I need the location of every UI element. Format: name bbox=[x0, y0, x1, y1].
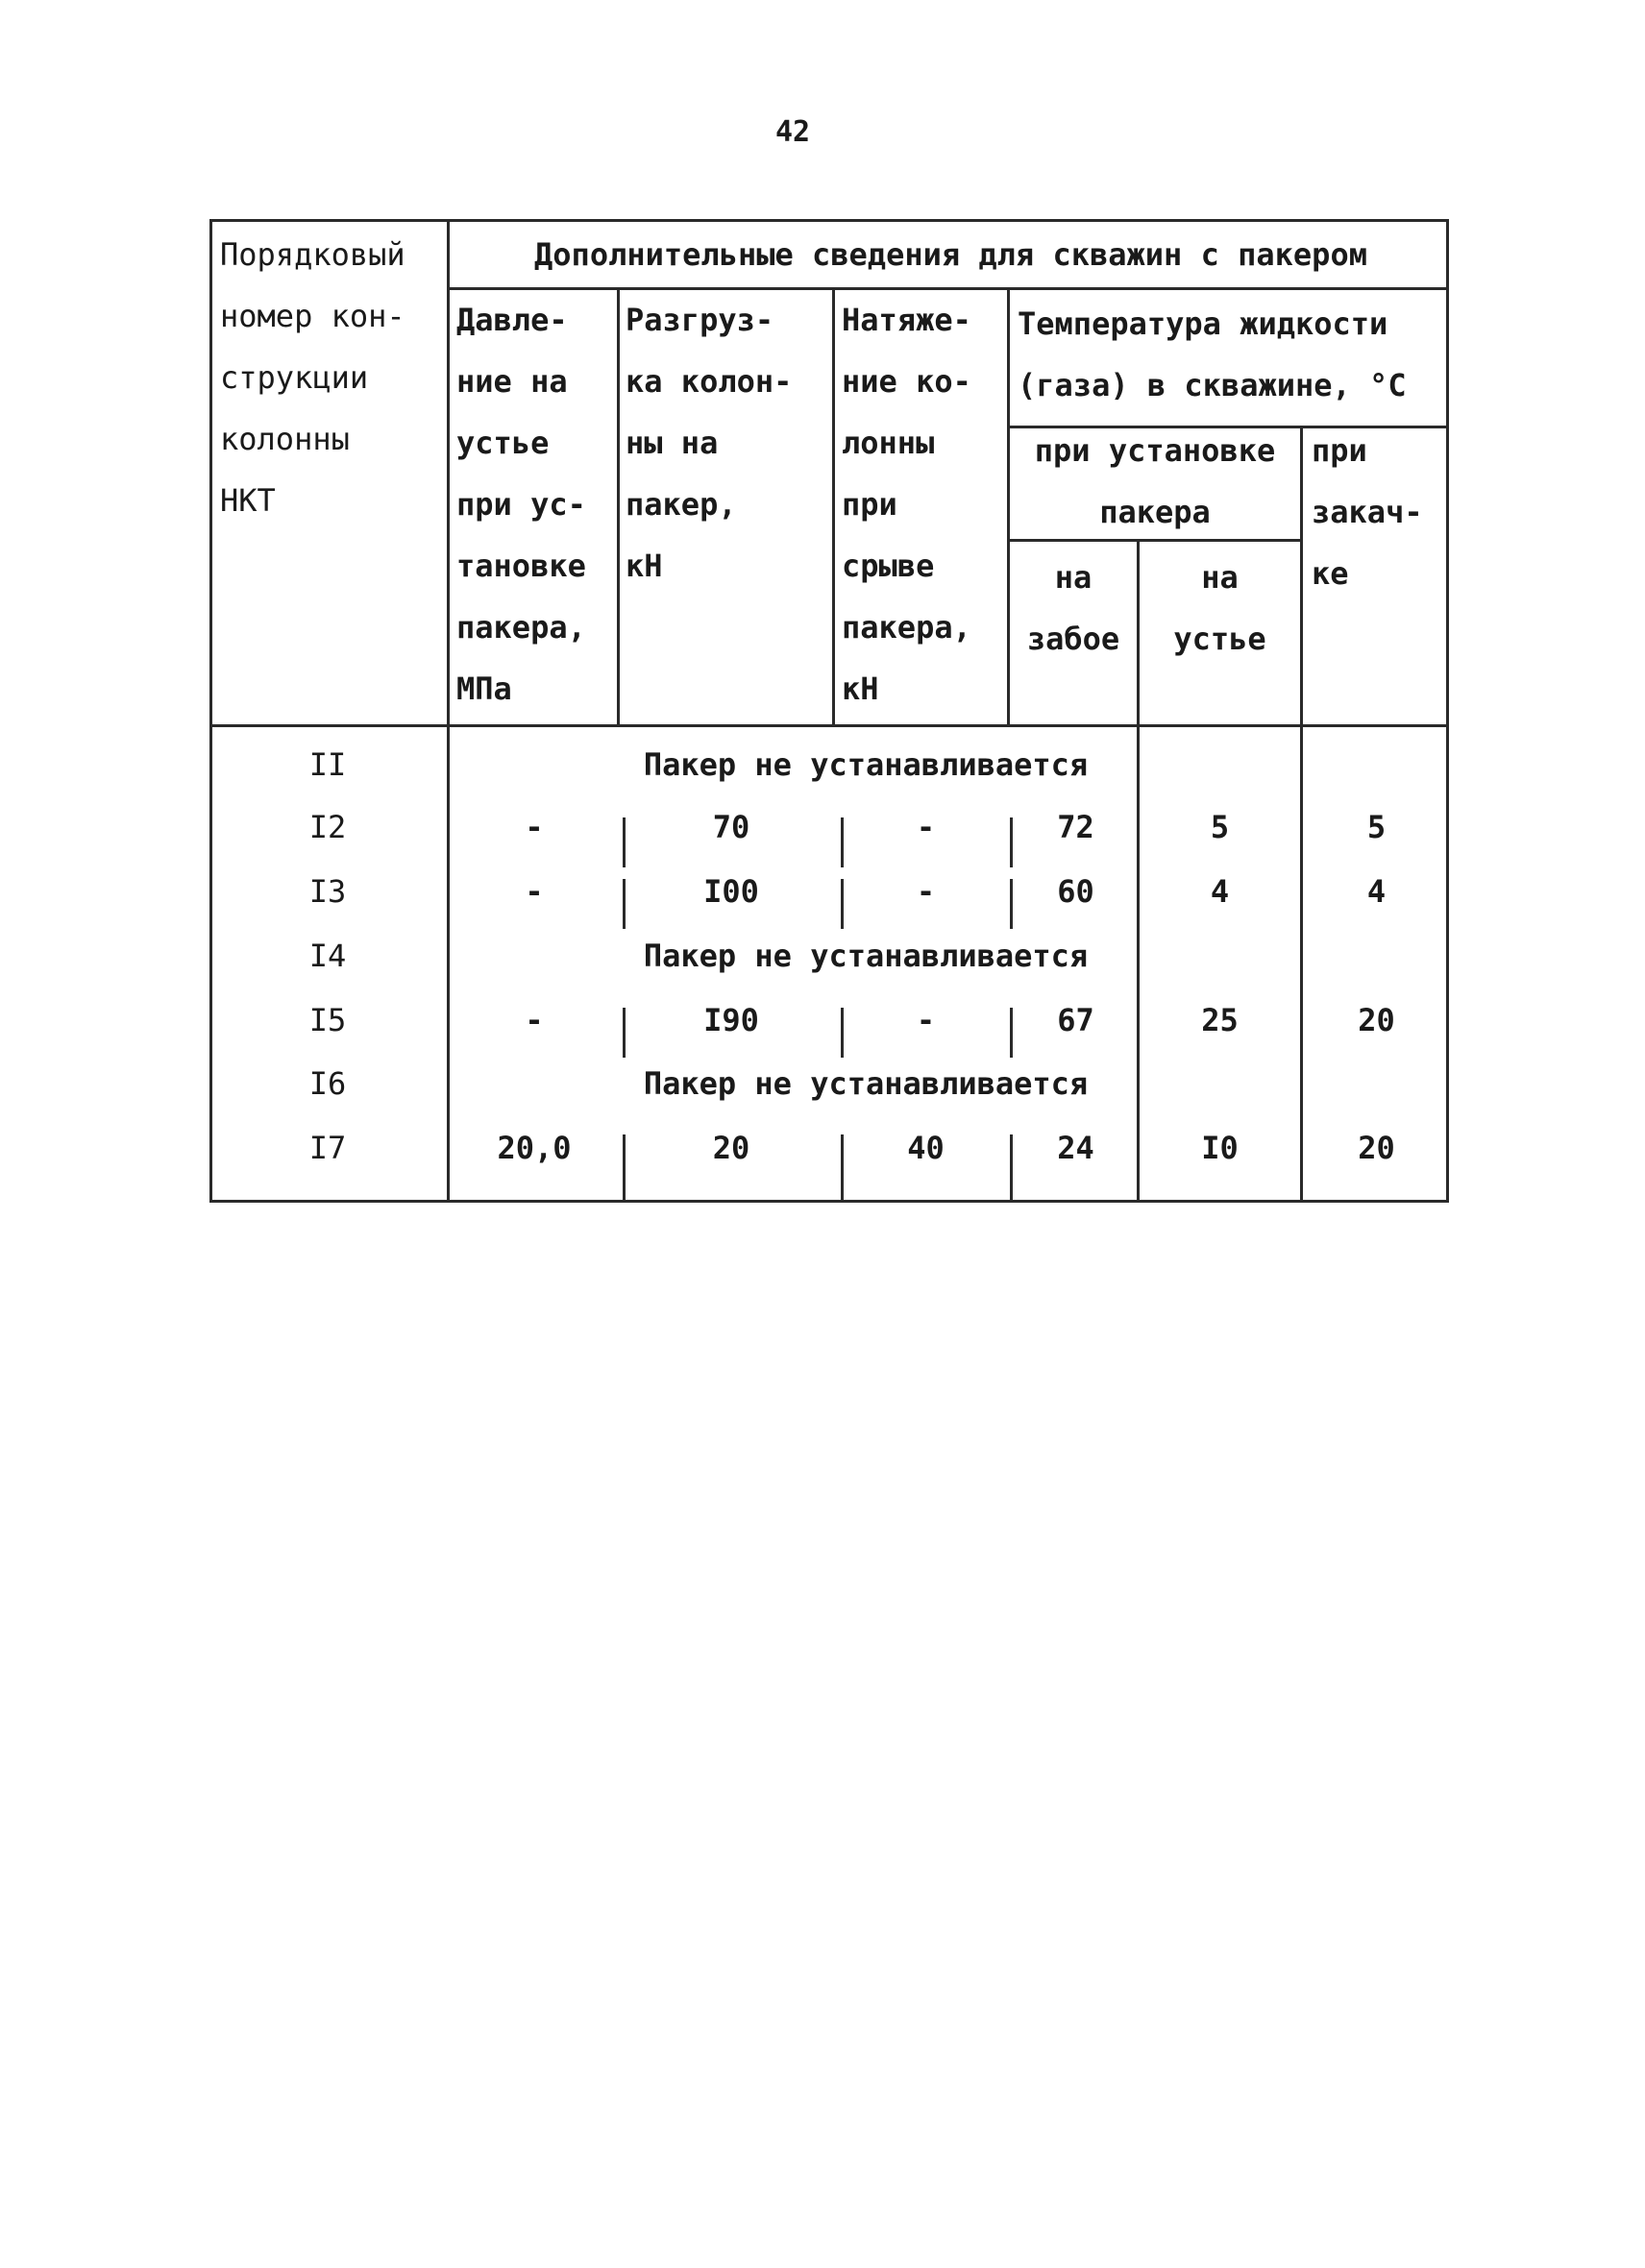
cell-t-inject: 5 bbox=[1366, 809, 1387, 845]
header-unload: Разгруз- ка колон- ны на пакер, кН bbox=[626, 302, 793, 584]
cell-unload: I90 bbox=[703, 1002, 759, 1038]
header-at-install: при установке пакера bbox=[1034, 432, 1276, 530]
grid-line bbox=[841, 1134, 844, 1203]
row-id: I6 bbox=[308, 1065, 347, 1102]
cell-tension: - bbox=[916, 809, 936, 845]
row-id: I3 bbox=[308, 873, 347, 910]
cell-pressure: - bbox=[525, 1002, 544, 1038]
cell-pressure: - bbox=[525, 873, 544, 910]
cell-t-mouth: 4 bbox=[1210, 873, 1230, 910]
no-packer-note: Пакер не устанавливается bbox=[643, 1065, 1089, 1102]
grid-line bbox=[212, 724, 1449, 727]
grid-line bbox=[447, 222, 450, 1203]
cell-t-mouth: I0 bbox=[1201, 1130, 1239, 1166]
header-at-bottom: на забое bbox=[1026, 559, 1120, 657]
grid-line bbox=[841, 879, 844, 929]
data-table bbox=[209, 219, 1449, 1203]
grid-line bbox=[1300, 426, 1303, 1203]
cell-t-bottom: 72 bbox=[1057, 809, 1094, 845]
header-at-injection: при закач- ке bbox=[1312, 432, 1423, 592]
grid-line bbox=[617, 287, 620, 724]
cell-unload: 70 bbox=[712, 809, 750, 845]
grid-line bbox=[1010, 1008, 1013, 1058]
row-id: I2 bbox=[308, 809, 347, 845]
row-id: I5 bbox=[308, 1002, 347, 1038]
header-tension: Натяже- ние ко- лонны при срыве пакера, кН bbox=[842, 302, 971, 707]
grid-line bbox=[832, 287, 835, 724]
header-group: Дополнительные сведения для скважин с пакером bbox=[534, 236, 1367, 273]
row-id: II bbox=[308, 746, 347, 783]
cell-t-mouth: 5 bbox=[1210, 809, 1230, 845]
cell-unload: I00 bbox=[703, 873, 759, 910]
row-id: I7 bbox=[308, 1130, 347, 1166]
cell-tension: - bbox=[916, 873, 936, 910]
grid-line bbox=[1010, 817, 1013, 867]
page-number: 42 bbox=[774, 115, 811, 149]
grid-line bbox=[1010, 1134, 1013, 1203]
header-row-number: Порядковый номер кон- струкции колонны НКТ bbox=[220, 236, 405, 519]
cell-t-bottom: 60 bbox=[1057, 873, 1094, 910]
grid-line bbox=[841, 817, 844, 867]
cell-tension: - bbox=[916, 1002, 936, 1038]
row-id: I4 bbox=[308, 938, 347, 974]
cell-pressure: - bbox=[525, 809, 544, 845]
cell-pressure: 20,0 bbox=[497, 1130, 572, 1166]
cell-t-bottom: 24 bbox=[1057, 1130, 1094, 1166]
cell-t-bottom: 67 bbox=[1057, 1002, 1094, 1038]
no-packer-note: Пакер не устанавливается bbox=[643, 938, 1089, 974]
header-pressure: Давле- ние на устье при ус- тановке пакера, МПа bbox=[456, 302, 586, 707]
no-packer-note: Пакер не устанавливается bbox=[643, 746, 1089, 783]
cell-t-inject: 20 bbox=[1358, 1130, 1395, 1166]
cell-t-inject: 4 bbox=[1366, 873, 1387, 910]
cell-t-mouth: 25 bbox=[1201, 1002, 1239, 1038]
header-at-mouth: на устье bbox=[1173, 559, 1266, 657]
grid-line bbox=[841, 1008, 844, 1058]
grid-line bbox=[1010, 879, 1013, 929]
cell-t-inject: 20 bbox=[1358, 1002, 1395, 1038]
cell-tension: 40 bbox=[907, 1130, 945, 1166]
header-temperature: Температура жидкости (газа) в скважине, °C bbox=[1018, 305, 1407, 403]
cell-unload: 20 bbox=[712, 1130, 750, 1166]
